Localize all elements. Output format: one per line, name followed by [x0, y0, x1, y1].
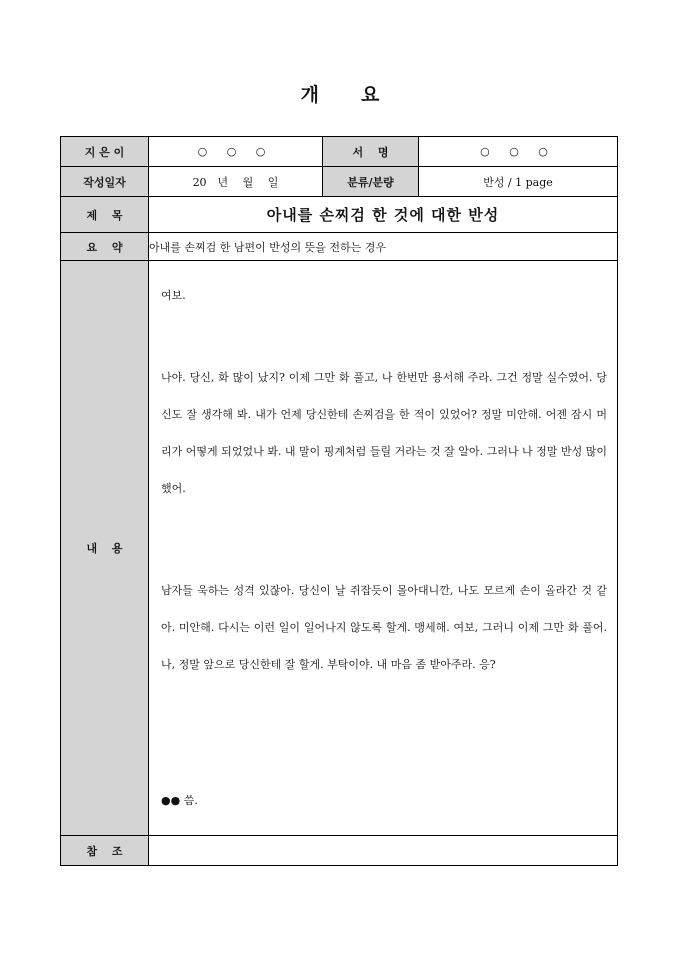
content-body [149, 261, 618, 836]
title-right: 요 [361, 84, 380, 106]
summary-value: 아내를 손찌검 한 남편이 반성의 뜻을 전하는 경우 [149, 233, 618, 261]
summary-label: 요 약 [61, 233, 149, 261]
author-row [61, 137, 618, 167]
content-row [61, 261, 618, 836]
author-label: 지 은 이 [61, 137, 149, 167]
subject-label: 제 목 [61, 197, 149, 233]
document-title [0, 80, 680, 107]
signature-value: ○ ○ ○ [419, 137, 618, 167]
date-label: 작성일자 [61, 167, 149, 197]
reference-label: 참 조 [61, 836, 149, 866]
content-closing: ●● 씀. [161, 794, 198, 807]
signature-label: 서 명 [323, 137, 419, 167]
title-left: 개 [300, 84, 319, 106]
category-label: 분류/분량 [323, 167, 419, 197]
content-paragraph-2: 남자들 욱하는 성격 있잖아. 당신이 날 쥐잡듯이 몰아대니깐, 나도 모르게 손이 올라간 것 같아. 미안해. 다시는 이런 일이 일어나지 않도록 할게. 맹세해. 여보, 그러니 이제 그만 화 풀어. 나, 정말 앞으로 당신한테 잘 할게. 부탁이야. 내 마음 좀 받아주라. 응? [161, 584, 607, 671]
date-row [61, 167, 618, 197]
author-value: ○ ○ ○ [149, 137, 323, 167]
summary-row [61, 233, 618, 261]
subject-row [61, 197, 618, 233]
subject-value: 아내를 손찌검 한 것에 대한 반성 [149, 197, 618, 233]
date-value: 20 년 월 일 [149, 167, 323, 197]
content-paragraph-1: 나야. 당신, 화 많이 났지? 이제 그만 화 풀고, 나 한번만 용서해 주라. 그건 정말 실수였어. 당신도 잘 생각해 봐. 내가 언제 당신한테 손찌검을 한 적이 있었어? 정말 미안해. 어젠 잠시 머리가 어떻게 되었었나 봐. 내 말이 핑계처럼 들릴 거라는 것 잘 알아. 그러나 나 정말 반성 많이 했어. [161, 371, 607, 495]
reference-value [149, 836, 618, 866]
reference-row [61, 836, 618, 866]
content-greeting: 여보. [161, 289, 186, 302]
category-value: 반성 / 1 page [419, 167, 618, 197]
outline-form-table [60, 136, 618, 866]
content-label: 내 용 [61, 261, 149, 836]
